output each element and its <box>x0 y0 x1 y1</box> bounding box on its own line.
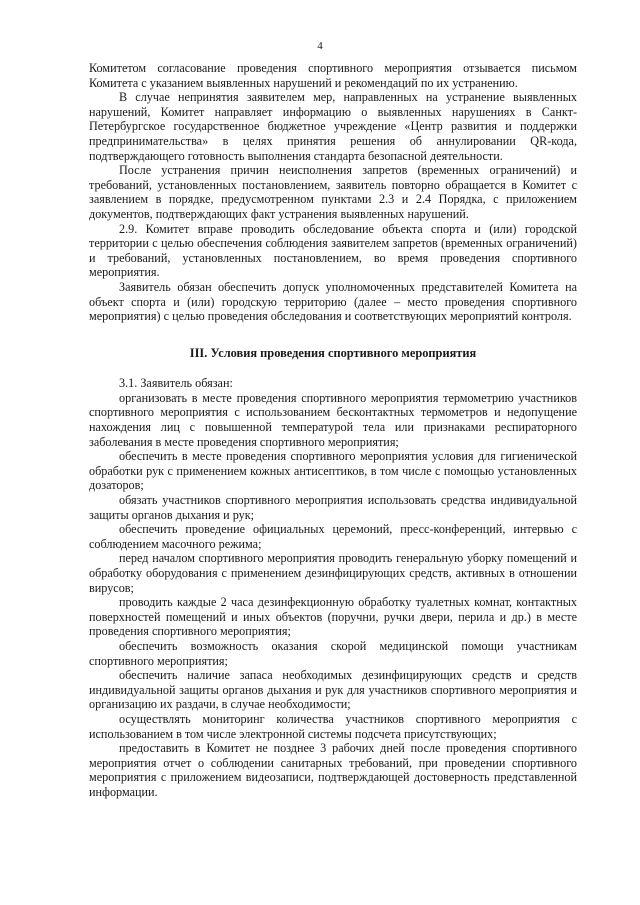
list-item: обязать участников спортивного мероприятия использовать средства индивидуальной защиты органов дыхания и рук; <box>89 493 577 522</box>
paragraph: В случае непринятия заявителем мер, направленных на устранение выявленных нарушений, Комитет направляет информацию о выявленных нарушениях в Санкт-Петербургское государственное бюджетное учреждение «Центр развития и поддержки предпринимательства» в целях принятия решения об аннулировании QR-кода, подтверждающего готовность выполнения стандарта безопасной деятельности. <box>89 90 577 163</box>
list-item: предоставить в Комитет не позднее 3 рабочих дней после проведения спортивного мероприятия отчет о соблюдении санитарных требований, при проведении спортивного мероприятия с приложением видеозаписи, подтверждающей достоверность представленной информации. <box>89 741 577 799</box>
list-item: проводить каждые 2 часа дезинфекционную обработку туалетных комнат, контактных поверхностей помещений и иных объектов (поручни, ручки двери, перила и др.) в месте проведения спортивного мероприятия; <box>89 595 577 639</box>
paragraph: Заявитель обязан обеспечить допуск уполномоченных представителей Комитета на объект спорта и (или) городскую территорию (далее – место проведения спортивного мероприятия) с целью проведения обследования и соответствующих мероприятий контроля. <box>89 279 577 324</box>
list-item: организовать в месте проведения спортивного мероприятия термометрию участников спортивного мероприятия с использованием бесконтактных термометров и недопущение нахождения лиц с повышенной температурой тела или признаками респираторного заболевания в месте проведения спортивного мероприятия; <box>89 390 577 449</box>
list-item: обеспечить возможность оказания скорой медицинской помощи участникам спортивного мероприятия; <box>89 638 577 668</box>
page-number: 4 <box>317 40 323 52</box>
paragraph: Комитетом согласование проведения спортивного мероприятия отзывается письмом Комитета с указанием выявленных нарушений и рекомендаций по их устранению. <box>89 61 577 90</box>
list-item: перед началом спортивного мероприятия проводить генеральную уборку помещений и обработку оборудования с применением дезинфицирующих средств, активных в отношении вирусов; <box>89 551 577 595</box>
paragraph: После устранения причин неисполнения запретов (временных ограничений) и требований, установленных постановлением, заявитель повторно обращается в Комитет с заявлением в порядке, предусмотренном пунктами 2.3 и 2.4 Порядка, с приложением документов, подтверждающих факт устранения выявленных нарушений. <box>89 163 577 221</box>
list-item: обеспечить в месте проведения спортивного мероприятия условия для гигиенической обработки рук с применением кожных антисептиков, в том числе с помощью установленных дозаторов; <box>89 449 577 493</box>
document-body <box>89 61 577 800</box>
list-item: обеспечить наличие запаса необходимых дезинфицирующих средств и средств индивидуальной защиты органов дыхания и рук для участников спортивного мероприятия и организацию их раздачи, в случае необходимости; <box>89 668 577 712</box>
section-heading: III. Условия проведения спортивного мероприятия <box>189 345 477 360</box>
list-item: обеспечить проведение официальных церемоний, пресс-конференций, интервью с соблюдением масочного режима; <box>89 522 577 551</box>
list-item: осуществлять мониторинг количества участников спортивного мероприятия с использованием в том числе электронной системы подсчета присутствующих; <box>89 711 577 741</box>
paragraph: 2.9. Комитет вправе проводить обследование объекта спорта и (или) городской территории с целью обеспечения соблюдения заявителем запретов (временных ограничений) и требований, установленных постановлением, во время проведения спортивного мероприятия. <box>89 221 577 280</box>
paragraph: 3.1. Заявитель обязан: <box>119 376 233 391</box>
